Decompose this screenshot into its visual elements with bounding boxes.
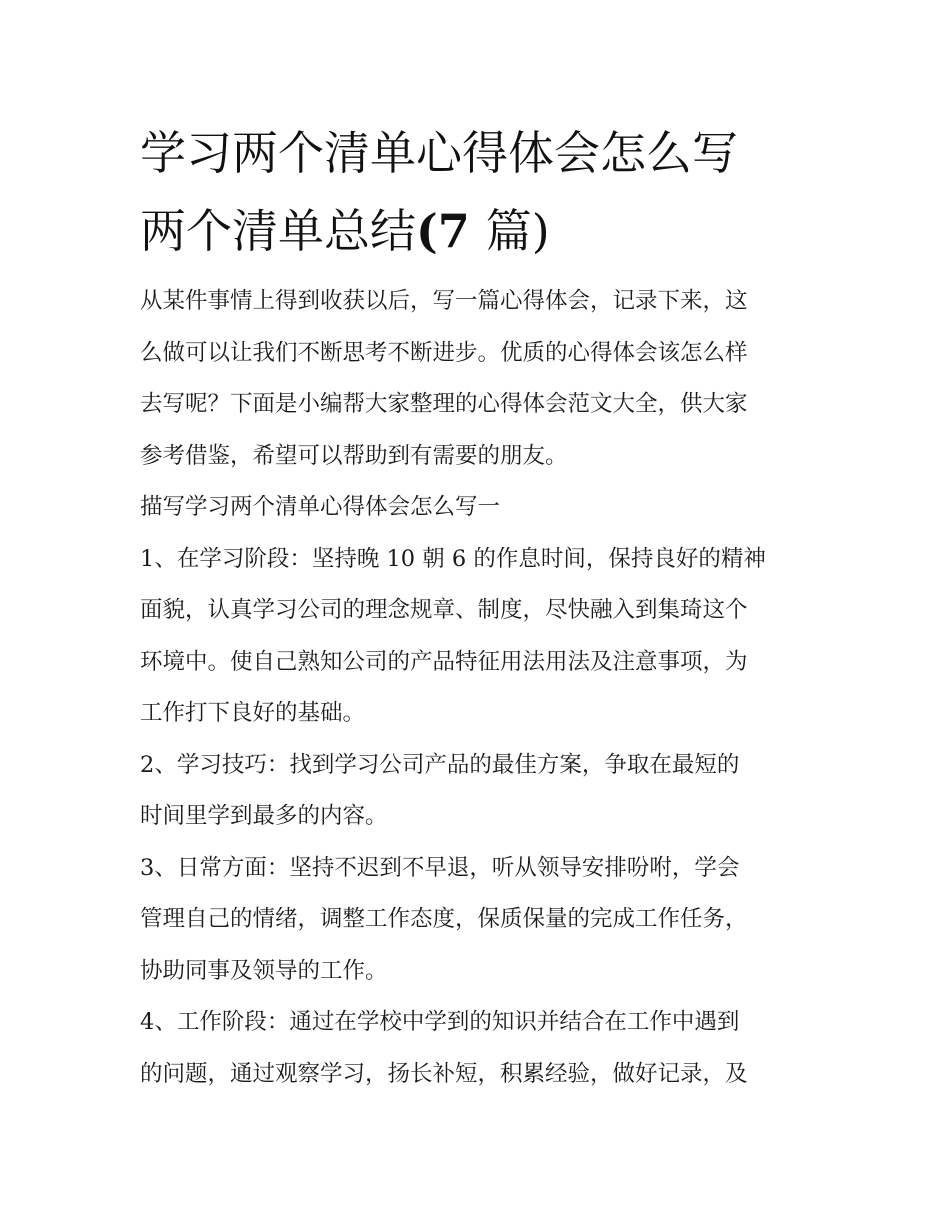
text-line: 管理自己的情绪，调整工作态度，保质保量的完成工作任务， [140,906,748,932]
paragraph-intro [140,276,820,482]
text-line: 去写呢？下面是小编帮大家整理的心得体会范文大全，供大家 [140,391,748,417]
paragraph-item-1 [140,534,820,740]
title-line-1: 学习两个清单心得体会怎么写 [140,126,738,180]
paragraph-item-3 [140,843,820,998]
title-line-2 [140,192,840,270]
section-heading [140,482,820,534]
text-line: 描写学习两个清单心得体会怎么写一 [140,494,501,520]
text-line: 4、工作阶段：通过在学校中学到的知识并结合在工作中遇到 [140,1009,740,1035]
paragraph-item-2 [140,740,820,843]
text-line: 面貌，认真学习公司的理念规章、制度，尽快融入到集琦这个 [140,597,748,623]
text-line: 从某件事情上得到收获以后，写一篇心得体会，记录下来，这 [140,288,748,314]
text-line: 工作打下良好的基础。 [140,700,366,726]
text-line: 2、学习技巧：找到学习公司产品的最佳方案，争取在最短的 [140,751,740,778]
paragraph-item-4 [140,997,820,1100]
title-line-2-suffix: 篇) [485,204,550,258]
text-line: 参考借鉴，希望可以帮助到有需要的朋友。 [140,442,568,469]
text-line: 协助同事及领导的工作。 [140,957,388,984]
text-line: 时间里学到最多的内容。 [140,803,388,829]
document-body [140,276,820,1100]
text-line: 1、在学习阶段：坚持晚 10 朝 6 的作息时间，保持良好的精神 [140,545,766,572]
title-line-2-count: (7 [416,204,486,258]
text-line: 3、日常方面：坚持不迟到不早退，听从领导安排吩咐，学会 [140,854,740,881]
title-line-2-prefix: 两个清单总结 [140,204,416,258]
text-line: 环境中。使自己熟知公司的产品特征用法用法及注意事项，为 [140,648,748,675]
text-line: 的问题，通过观察学习，扬长补短，积累经验，做好记录，及 [140,1060,748,1087]
document-title [140,114,840,270]
text-line: 么做可以让我们不断思考不断进步。优质的心得体会该怎么样 [140,339,748,366]
